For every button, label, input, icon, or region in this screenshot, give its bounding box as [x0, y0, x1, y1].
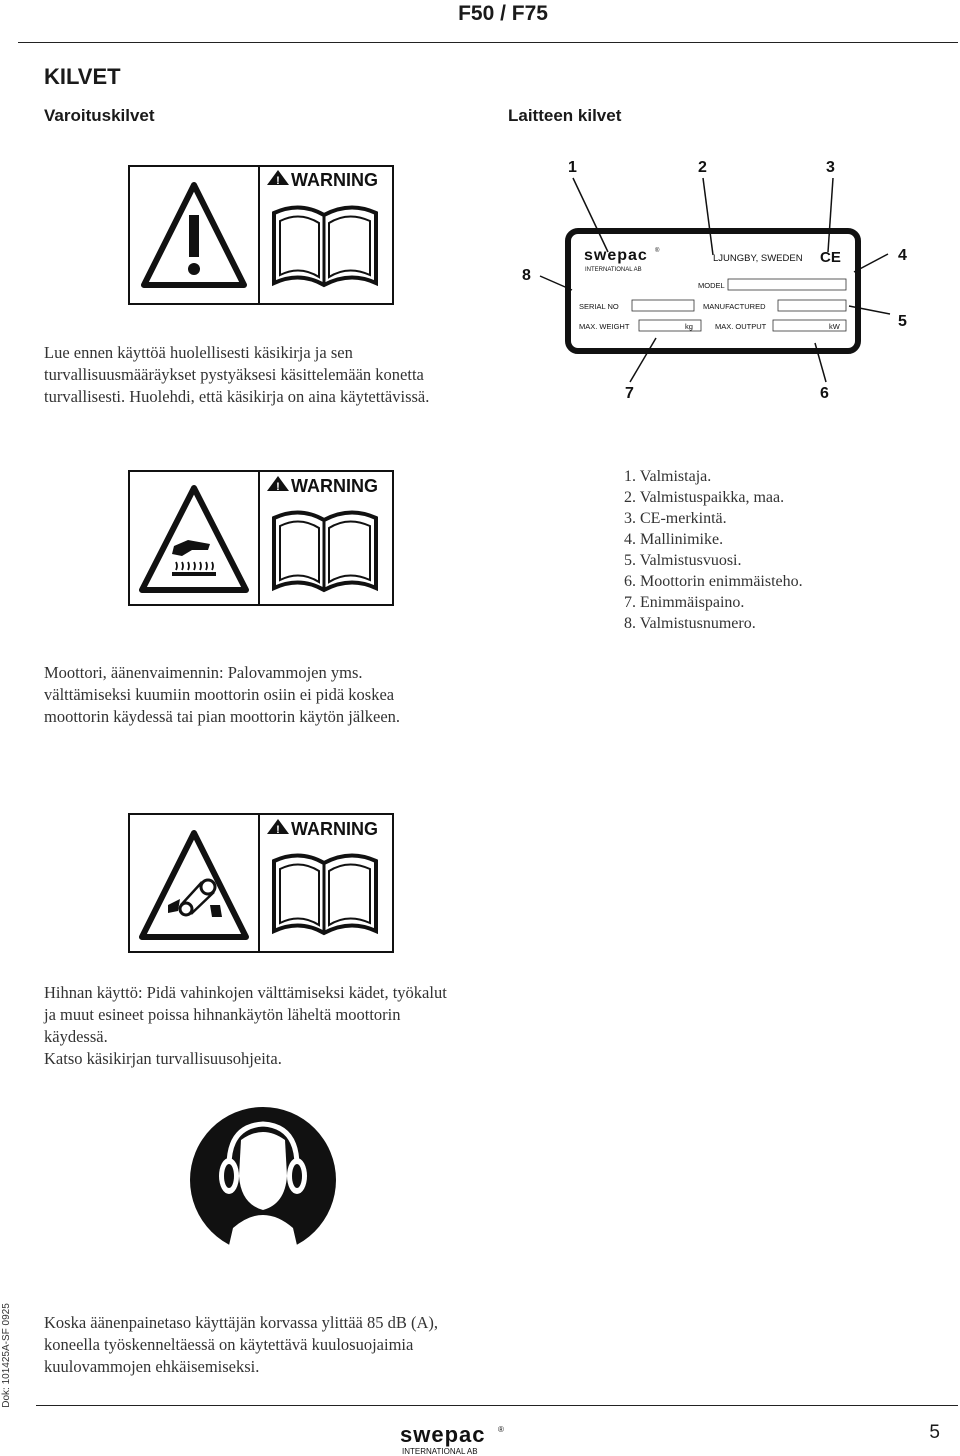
- list-item: 6. Moottorin enimmäisteho.: [624, 573, 803, 590]
- callout-6: 6: [820, 385, 829, 402]
- plate-field-model: MODEL: [698, 281, 725, 290]
- document-code: Dok: 101425A-SF 0925: [0, 1303, 12, 1408]
- list-item: 3. CE-merkintä.: [624, 510, 727, 527]
- svg-text:!: !: [276, 481, 280, 493]
- sign-description-belt-drive: Hihnan käyttö: Pidä vahinkojen välttämiseksi kädet, työkalut ja muut esineet poissa hihnankäytön läheltä moottorin käydessä. Katso käsikirjan turvallisuusohjeita.: [44, 983, 447, 1068]
- svg-text:!: !: [276, 824, 280, 836]
- list-item: 7. Enimmäispaino.: [624, 594, 745, 611]
- sign-word: WARNING: [291, 170, 378, 190]
- footer-swepac-logo: [398, 1420, 538, 1456]
- machine-plate-diagram: [508, 148, 928, 408]
- sign-description-manual: Lue ennen käyttöä huolellisesti käsikirja ja sen turvallisuusmääräykset pystyäksesi käsittelemään konetta turvallisesti. Huolehdi, että käsikirja on aina käytettävissä.: [44, 343, 430, 406]
- sign-description-ear-protection: Koska äänenpainetaso käyttäjän korvassa ylittää 85 dB (A), koneella työskenneltäessä on käytettävä kuulosuojaimia kuulovammojen ehkäisemiseksi.: [44, 1313, 439, 1376]
- callout-7: 7: [625, 385, 634, 402]
- section-title: KILVET: [44, 64, 121, 89]
- list-item: 1. Valmistaja.: [624, 468, 712, 485]
- callout-5: 5: [898, 313, 907, 330]
- sign-description-hot-surface: Moottori, äänenvaimennin: Palovammojen yms. välttämiseksi kuumiin moottorin osiin ei pidä koskea moottorin käydessä tai pian moottorin käytön jälkeen.: [44, 663, 401, 726]
- callout-8: 8: [522, 267, 531, 284]
- header-divider: [18, 42, 958, 43]
- warning-sign-hot-surface: [128, 470, 394, 606]
- plate-field-max-weight: MAX. WEIGHT: [579, 322, 630, 331]
- machine-plate-heading: Laitteen kilvet: [508, 106, 622, 125]
- callout-3: 3: [826, 159, 835, 176]
- callout-2: 2: [698, 159, 707, 176]
- manual-book-icon: [274, 855, 376, 933]
- document-model-title: F50 / F75: [458, 2, 548, 25]
- plate-legend: [624, 466, 803, 634]
- plate-field-serial: SERIAL NO: [579, 302, 619, 311]
- svg-text:swepac: swepac: [584, 247, 648, 264]
- list-item: 4. Mallinimike.: [624, 531, 724, 548]
- warning-sign-belt-drive: [128, 813, 394, 953]
- ce-mark-icon: CE: [820, 249, 841, 266]
- list-item: 2. Valmistuspaikka, maa.: [624, 489, 785, 506]
- plate-field-manufactured: MANUFACTURED: [703, 302, 766, 311]
- callout-4: 4: [898, 247, 907, 264]
- svg-text:kW: kW: [829, 322, 840, 331]
- svg-text:®: ®: [498, 1425, 504, 1434]
- warning-signs-heading: Varoituskilvet: [44, 106, 155, 125]
- svg-text:WARNING: WARNING: [291, 819, 378, 839]
- manual-book-icon: [274, 207, 376, 285]
- plate-field-max-output: MAX. OUTPUT: [715, 322, 767, 331]
- svg-text:WARNING: WARNING: [291, 476, 378, 496]
- svg-text:kg: kg: [685, 322, 693, 331]
- page-number: 5: [929, 1422, 940, 1443]
- manual-book-icon: [274, 512, 376, 590]
- list-item: 5. Valmistusvuosi.: [624, 552, 742, 569]
- svg-text:®: ®: [655, 248, 660, 254]
- plate-location: LJUNGBY, SWEDEN: [713, 253, 803, 264]
- callout-1: 1: [568, 159, 577, 176]
- ear-protection-icon: [189, 1106, 337, 1254]
- list-item: 8. Valmistusnumero.: [624, 615, 756, 632]
- svg-text:swepac: swepac: [400, 1422, 486, 1447]
- footer-divider: [36, 1405, 958, 1406]
- svg-text:INTERNATIONAL AB: INTERNATIONAL AB: [402, 1447, 478, 1456]
- svg-text:!: !: [276, 175, 280, 187]
- svg-text:INTERNATIONAL AB: INTERNATIONAL AB: [585, 267, 642, 273]
- warning-sign-manual: [128, 165, 394, 305]
